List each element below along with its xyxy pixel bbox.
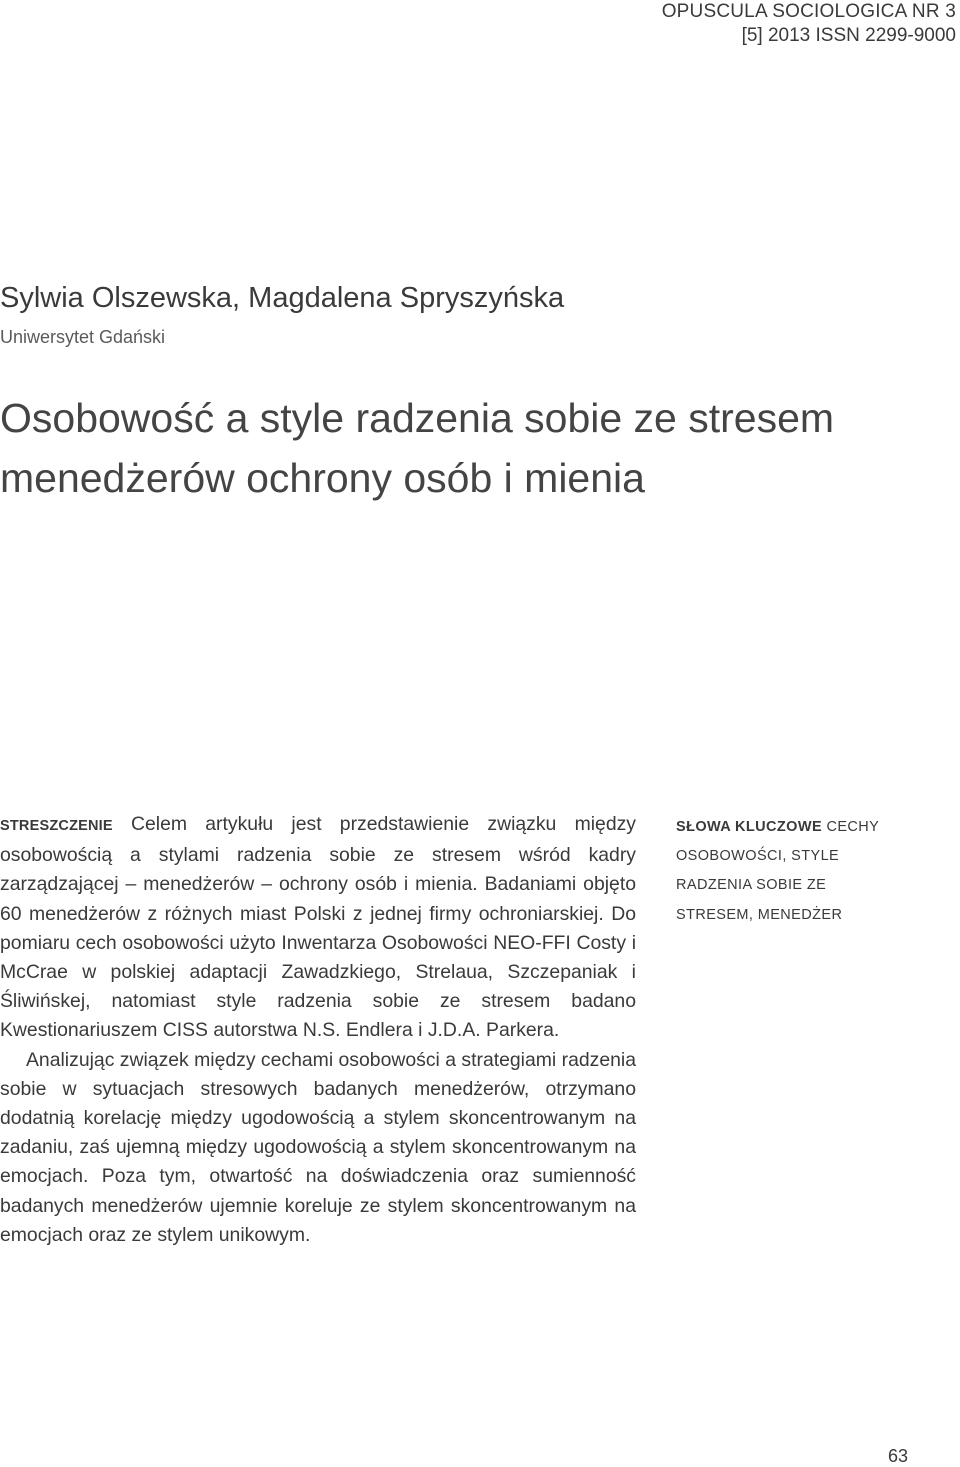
article-affiliation: Uniwersytet Gdański <box>0 327 166 347</box>
abstract-paragraph-1 <box>0 810 636 1046</box>
keywords-label: SŁOWA KLUCZOWE <box>676 819 823 835</box>
abstract-paragraph-2 <box>0 1046 636 1250</box>
journal-issue: [5] 2013 ISSN 2299-9000 <box>741 25 956 46</box>
keywords <box>676 813 891 930</box>
abstract-label: STRESZCZENIE <box>0 818 113 834</box>
abstract-text-2: Analizując związek między cechami osobowości a strategiami radzenia sobie w sytuacjach stresowych badanych menedżerów, otrzymano dodatnią korelację między ugodowością a stylem skoncentrowanym na zadaniu, zaś ujemną między ugodowością a stylem skoncentrowanym na emocjach. Poza tym, otwartość na doświadczenia oraz sumienność badanych menedżerów ujemnie koreluje ze stylem skoncentrowanym na emocjach oraz ze stylem unikowym. <box>0 1048 637 1246</box>
article-title-line-2: menedżerów ochrony osób i mienia <box>0 455 645 501</box>
journal-header <box>662 0 956 48</box>
page-number: 63 <box>887 1446 908 1466</box>
article-authors: Sylwia Olszewska, Magdalena Spryszyńska <box>0 282 565 314</box>
abstract-text-1: Celem artykułu jest przedstawienie związku między osobowością a stylami radzenia sobie ze stresem wśród kadry zarządzającej – menedżerów – ochrony osób i mienia. Badaniami objęto 60 menedżerów z różnych miast Polski z jednej firmy ochroniarskiej. Do pomiaru cech osobowości użyto Inwentarza Osobowości NEO-FFI Costy i McCrae w polskiej adaptacji Zawadzkiego, Strelaua, Szczepaniak i Śliwińskej, natomiast style radzenia sobie ze stresem badano Kwestionariuszem CISS autorstwa N.S. Endlera i J.D.A. Parkera. <box>0 813 636 1042</box>
abstract <box>0 810 636 1250</box>
article-title-line-1: Osobowość a style radzenia sobie ze stresem <box>0 395 835 441</box>
keywords-text: CECHY OSOBOWOŚCI, STYLE RADZENIA SOBIE ZE STRESEM, MENEDŻER <box>676 819 879 923</box>
article-title <box>0 388 930 508</box>
journal-name: OPUSCULA SOCIOLOGICA NR 3 <box>661 1 956 22</box>
